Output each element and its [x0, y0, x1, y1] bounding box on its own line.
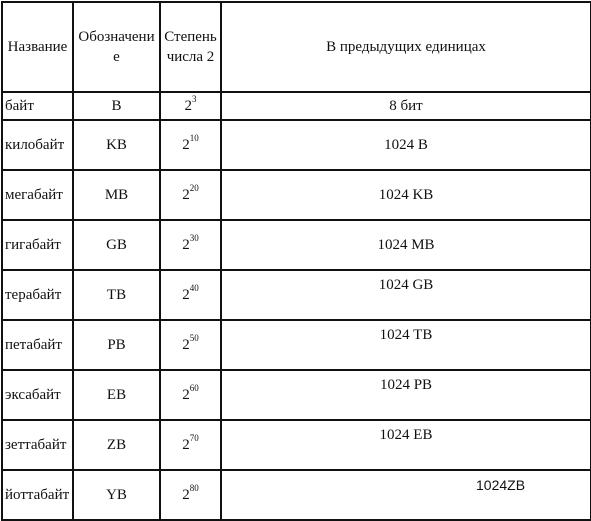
header-power: Степень числа 2	[160, 2, 221, 92]
unit-name: петабайт	[2, 320, 73, 370]
unit-power	[160, 420, 221, 470]
table-row	[2, 120, 591, 170]
units-table	[1, 1, 591, 521]
unit-name: байт	[2, 92, 73, 120]
power-exponent: 40	[189, 283, 199, 293]
header-previous: В предыдущих единицах	[221, 2, 591, 92]
unit-symbol: B	[73, 92, 160, 120]
unit-symbol: MB	[73, 170, 160, 220]
unit-name: гигабайт	[2, 220, 73, 270]
unit-name: зеттабайт	[2, 420, 73, 470]
power-exponent: 80	[189, 483, 199, 493]
power-exponent: 70	[189, 433, 199, 443]
power-base: 2	[182, 187, 190, 203]
unit-symbol: PB	[73, 320, 160, 370]
table-row	[2, 92, 591, 120]
table-row	[2, 270, 591, 320]
unit-name: эксабайт	[2, 370, 73, 420]
unit-previous: 1024 EB	[221, 420, 591, 470]
unit-name: йоттабайт	[2, 470, 73, 520]
unit-name: мегабайт	[2, 170, 73, 220]
table-row	[2, 320, 591, 370]
table-row	[2, 170, 591, 220]
unit-symbol: GB	[73, 220, 160, 270]
power-base: 2	[182, 387, 190, 403]
power-base: 2	[182, 137, 190, 153]
power-exponent: 50	[189, 333, 199, 343]
unit-previous: 1024ZB	[221, 470, 591, 520]
unit-name: килобайт	[2, 120, 73, 170]
unit-power	[160, 270, 221, 320]
header-symbol: Обозначение	[73, 2, 160, 92]
unit-symbol: EB	[73, 370, 160, 420]
unit-symbol: YB	[73, 470, 160, 520]
unit-previous: 1024 MB	[221, 220, 591, 270]
unit-power	[160, 320, 221, 370]
unit-name: терабайт	[2, 270, 73, 320]
unit-symbol: KB	[73, 120, 160, 170]
power-base: 2	[182, 287, 190, 303]
power-base: 2	[182, 237, 190, 253]
unit-previous: 1024 B	[221, 120, 591, 170]
unit-previous: 8 бит	[221, 92, 591, 120]
unit-power	[160, 92, 221, 120]
unit-power	[160, 370, 221, 420]
power-exponent: 3	[192, 94, 197, 104]
unit-power	[160, 470, 221, 520]
table-row	[2, 370, 591, 420]
unit-symbol: ZB	[73, 420, 160, 470]
unit-previous: 1024 KB	[221, 170, 591, 220]
power-exponent: 60	[189, 383, 199, 393]
power-exponent: 20	[189, 183, 199, 193]
table-row	[2, 470, 591, 520]
unit-previous: 1024 GB	[221, 270, 591, 320]
table-row	[2, 420, 591, 470]
unit-power	[160, 170, 221, 220]
header-row	[2, 2, 591, 92]
unit-power	[160, 120, 221, 170]
header-name: Название	[2, 2, 73, 92]
unit-previous: 1024 TB	[221, 320, 591, 370]
unit-previous: 1024 PB	[221, 370, 591, 420]
power-exponent: 10	[189, 133, 199, 143]
table-row	[2, 220, 591, 270]
power-exponent: 30	[189, 233, 199, 243]
unit-symbol: TB	[73, 270, 160, 320]
power-base: 2	[184, 98, 192, 114]
power-base: 2	[182, 437, 190, 453]
power-base: 2	[182, 337, 190, 353]
power-base: 2	[182, 487, 190, 503]
unit-power	[160, 220, 221, 270]
